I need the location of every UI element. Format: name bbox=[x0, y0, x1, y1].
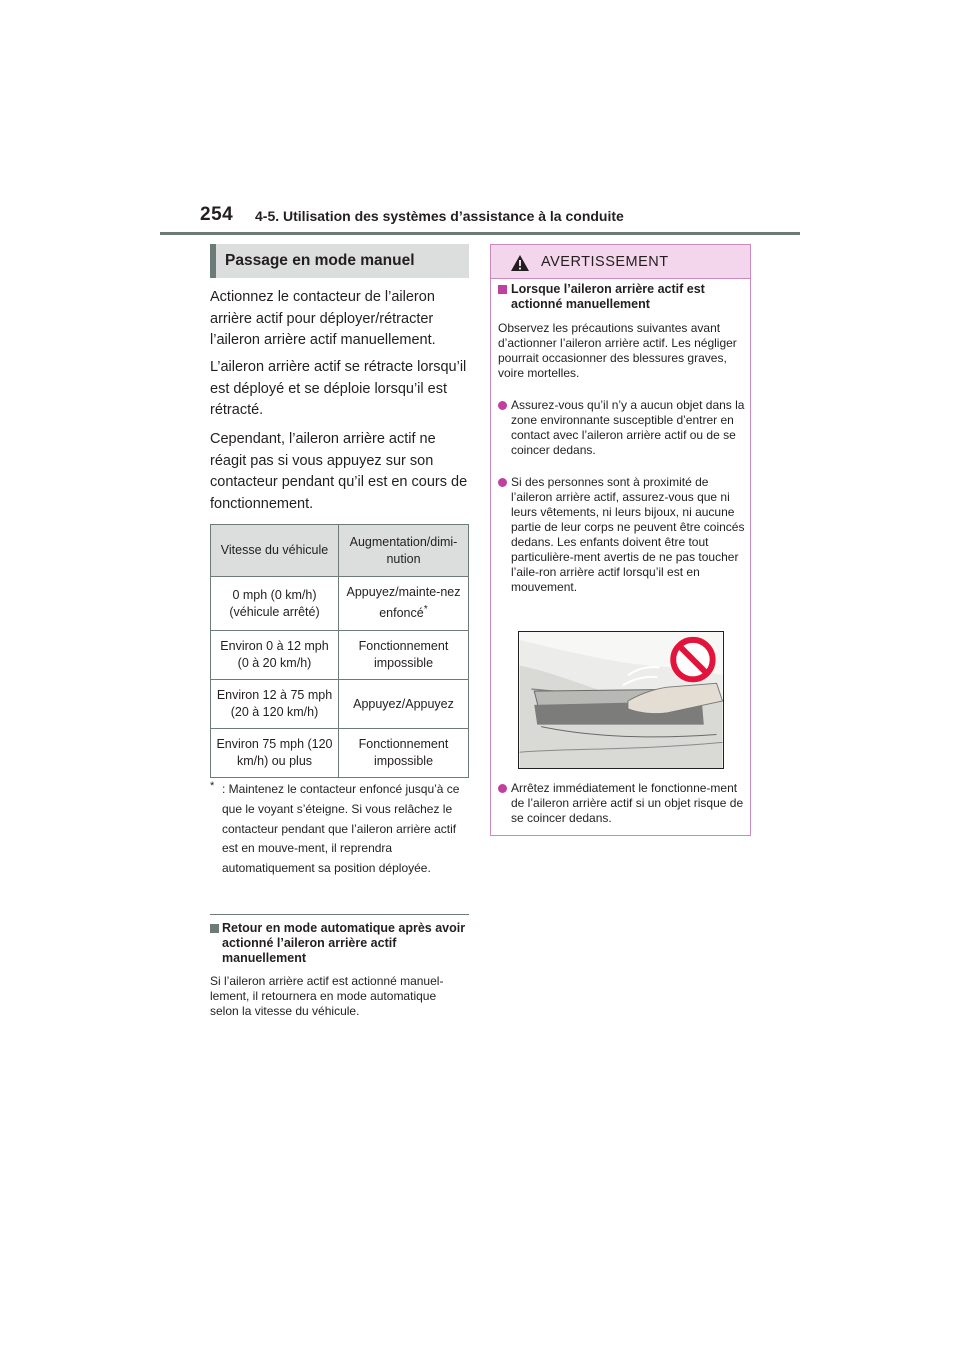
square-bullet-icon bbox=[210, 924, 219, 933]
manual-mode-paragraph-3: Cependant, l’aileron arrière actif ne réagit pas si vous appuyez sur son contacteur pendant qu’il est en cours de fonctionnement. bbox=[210, 431, 468, 512]
table-cell-speed: Environ 12 à 75 mph (20 à 120 km/h) bbox=[211, 680, 339, 729]
warning-intro: Observez les précautions suivantes avant d’actionner l’aileron arrière actif. Les négliger pourrait occasionner des blessures graves, voire mortelles. bbox=[498, 321, 737, 380]
table-cell-speed: Environ 0 à 12 mph (0 à 20 km/h) bbox=[211, 631, 339, 680]
header-divider bbox=[160, 232, 800, 235]
round-bullet-icon bbox=[498, 784, 507, 793]
manual-mode-heading bbox=[210, 244, 469, 278]
footnote-marker: * bbox=[423, 604, 428, 616]
warning-box bbox=[490, 244, 751, 836]
warning-bullet bbox=[498, 398, 746, 458]
section-title: 4-5. Utilisation des systèmes d’assistance à la conduite bbox=[255, 208, 624, 224]
square-bullet-icon bbox=[498, 285, 507, 294]
auto-return-heading bbox=[210, 921, 468, 966]
warning-subheading bbox=[498, 282, 746, 312]
manual-mode-heading-text: Passage en mode manuel bbox=[225, 252, 415, 269]
table-header-action: Augmentation/dimi-nution bbox=[339, 525, 469, 577]
warning-bullet bbox=[498, 781, 746, 826]
warning-bullet-text: Assurez-vous qu’il n’y a aucun objet dans la zone environnante susceptible d’entrer en contact avec l’aileron arrière actif ou de se coincer dedans. bbox=[511, 398, 745, 457]
auto-return-heading-text: Retour en mode automatique après avoir actionné l’aileron arrière actif manuellement bbox=[222, 921, 466, 965]
table-cell-speed: 0 mph (0 km/h) (véhicule arrêté) bbox=[211, 577, 339, 631]
manual-mode-paragraph-1: Actionnez le contacteur de l’aileron arrière actif pour déployer/rétracter l’aileron arrière actif manuellement. bbox=[210, 289, 436, 348]
rear-spoiler-illustration bbox=[518, 631, 724, 769]
page-header bbox=[160, 204, 800, 236]
footnote-star: * bbox=[210, 780, 215, 792]
footnote-text: : Maintenez le contacteur enfoncé jusqu’à ce que le voyant s’éteigne. Si vous relâchez le contacteur pendant que l’aileron arrière actif est en mouve-ment, il reprendra automatiquement sa position déployée. bbox=[222, 782, 460, 876]
table-cell-action bbox=[339, 577, 469, 631]
warning-bullet-text: Si des personnes sont à proximité de l’aileron arrière actif, assurez-vous que ni leurs vêtements, ni leurs bijoux, ni aucune partie de leur corps ne peuvent être coincés dedans. Les enfants doivent être tout particulière-ment avertis de ne pas toucher l’aile-ron arrière actif lorsqu’il est en mouvement. bbox=[511, 475, 745, 594]
page-number: 254 bbox=[200, 204, 234, 225]
auto-return-body: Si l’aileron arrière actif est actionné manuel-lement, il retournera en mode automatique selon la vitesse du véhicule. bbox=[210, 974, 444, 1018]
round-bullet-icon bbox=[498, 401, 507, 410]
table-cell-action: Fonctionnement impossible bbox=[339, 631, 469, 680]
table-cell-action-text: Appuyez/mainte-nez enfoncé bbox=[346, 585, 461, 621]
speed-table bbox=[210, 524, 469, 778]
subsection-divider bbox=[210, 914, 469, 915]
footnote bbox=[210, 780, 468, 879]
table-row bbox=[211, 729, 469, 778]
table-row bbox=[211, 631, 469, 680]
warning-triangle-icon bbox=[510, 254, 530, 272]
warning-bullet bbox=[498, 475, 746, 595]
round-bullet-icon bbox=[498, 478, 507, 487]
table-row bbox=[211, 577, 469, 631]
warning-subheading-text: Lorsque l’aileron arrière actif est actionné manuellement bbox=[511, 282, 705, 311]
warning-header bbox=[491, 245, 750, 279]
table-cell-action: Appuyez/Appuyez bbox=[339, 680, 469, 729]
warning-bullet-text: Arrêtez immédiatement le fonctionne-ment de l’aileron arrière actif si un objet risque de se coincer dedans. bbox=[511, 781, 744, 825]
table-header-speed: Vitesse du véhicule bbox=[211, 525, 339, 577]
table-row bbox=[211, 680, 469, 729]
table-cell-speed: Environ 75 mph (120 km/h) ou plus bbox=[211, 729, 339, 778]
table-cell-action: Fonctionnement impossible bbox=[339, 729, 469, 778]
manual-mode-paragraph-2: L’aileron arrière actif se rétracte lorsqu’il est déployé et se déploie lorsqu’il est rétracté. bbox=[210, 359, 467, 418]
warning-title: AVERTISSEMENT bbox=[541, 254, 669, 270]
